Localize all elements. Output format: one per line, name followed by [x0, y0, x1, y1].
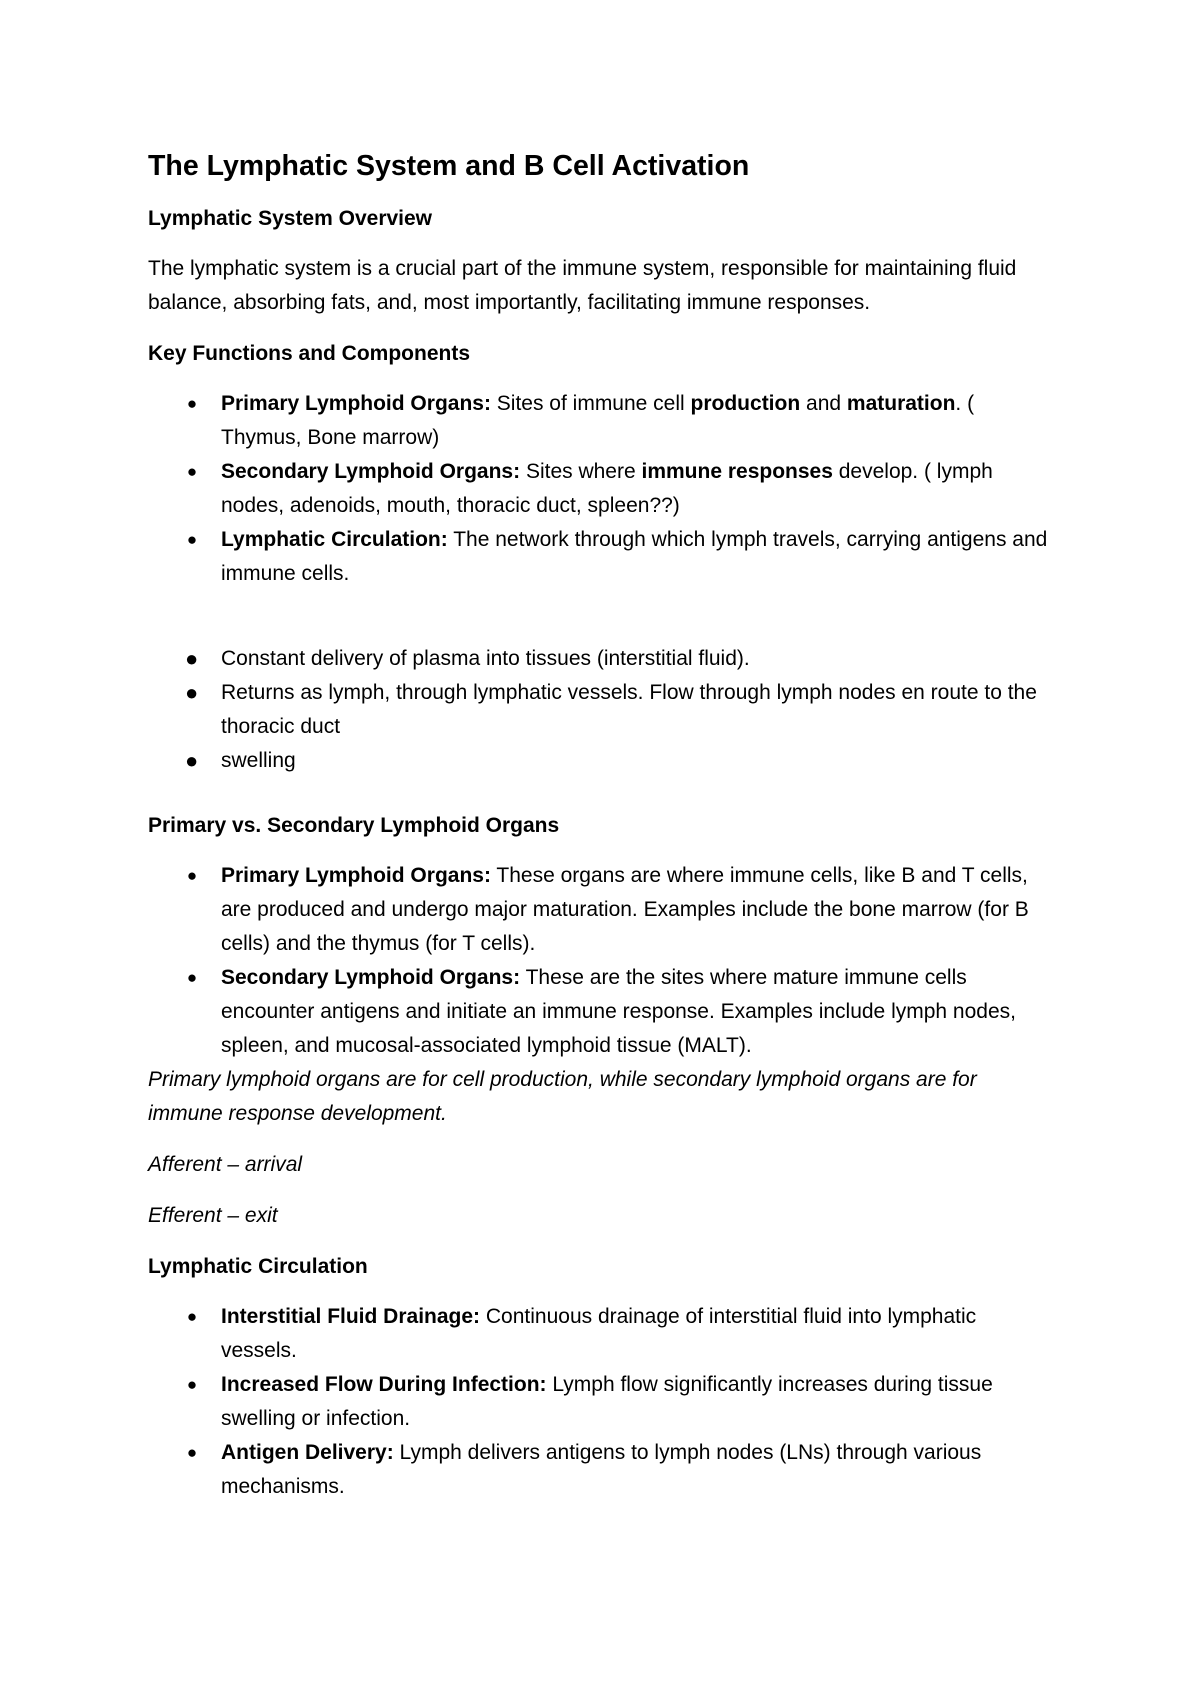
- lymphatic-circulation-list: [148, 1300, 1050, 1504]
- summary-note: Primary lymphoid organs are for cell production, while secondary lymphoid organs are for immune response development.: [148, 1068, 977, 1125]
- item-text: Sites where: [520, 460, 642, 483]
- item-emphasis: maturation: [846, 392, 956, 415]
- item-label: Increased Flow During Infection:: [221, 1373, 547, 1396]
- item-text: Lymph delivers antigens to lymph nodes (LNs) through various mechanisms.: [221, 1441, 982, 1498]
- item-text: swelling: [221, 749, 296, 772]
- item-label: Antigen Delivery:: [221, 1441, 394, 1464]
- afferent-note: Afferent – arrival: [148, 1153, 303, 1176]
- item-text: and: [800, 392, 847, 415]
- key-functions-list: [148, 387, 1050, 591]
- spacer: [148, 608, 1050, 642]
- item-label: Interstitial Fluid Drainage:: [221, 1305, 481, 1328]
- list-item: [148, 1436, 1050, 1504]
- list-item: [148, 455, 1050, 523]
- item-text: develop. ( lymph nodes, adenoids, mouth, thoracic duct, spleen??): [221, 460, 993, 517]
- item-text: Lymph flow significantly increases during tissue swelling or infection.: [221, 1373, 993, 1430]
- overview-heading: Lymphatic System Overview: [148, 207, 433, 230]
- list-item: [148, 642, 1050, 676]
- list-item: [148, 523, 1050, 591]
- bullet-icon: ●: [186, 968, 198, 987]
- list-item: [148, 744, 1050, 778]
- item-text: Returns as lymph, through lymphatic vessels. Flow through lymph nodes en route to the thoracic duct: [221, 681, 1037, 738]
- bullet-icon: ●: [186, 1443, 198, 1462]
- bullet-icon: ●: [186, 462, 198, 481]
- list-item: [148, 1300, 1050, 1368]
- bullet-icon: ●: [186, 1307, 198, 1326]
- item-text: . ( Thymus, Bone marrow): [221, 392, 975, 449]
- bullet-icon: ●: [186, 530, 198, 549]
- key-functions-heading: Key Functions and Components: [148, 342, 471, 365]
- item-label: Primary Lymphoid Organs:: [221, 864, 491, 887]
- list-item: [148, 387, 1050, 455]
- item-emphasis: production: [690, 392, 801, 415]
- circulation-notes-list: [148, 642, 1050, 778]
- bullet-icon: ●: [186, 394, 198, 413]
- bullet-icon: ●: [186, 1375, 198, 1394]
- list-item: [148, 859, 1050, 961]
- item-text: These organs are where immune cells, like B and T cells, are produced and undergo major maturation. Examples include the bone marrow (for B cells) and the thymus (for T cells).: [221, 864, 1029, 955]
- item-label: Secondary Lymphoid Organs:: [221, 460, 521, 483]
- item-label: Secondary Lymphoid Organs:: [221, 966, 521, 989]
- primary-vs-secondary-list: [148, 859, 1050, 1063]
- item-text: Continuous drainage of interstitial fluid into lymphatic vessels.: [221, 1305, 977, 1362]
- efferent-note: Efferent – exit: [148, 1204, 278, 1227]
- bullet-icon: ●: [185, 680, 199, 705]
- lymphatic-circulation-heading: Lymphatic Circulation: [148, 1255, 368, 1278]
- list-item: [148, 1368, 1050, 1436]
- item-text: Sites of immune cell: [490, 392, 691, 415]
- item-text: These are the sites where mature immune cells encounter antigens and initiate an immune response. Examples include lymph nodes, spleen, and mucosal-associated lymphoid tissue (MALT).: [221, 966, 1016, 1057]
- item-label: Lymphatic Circulation:: [221, 528, 448, 551]
- bullet-icon: ●: [185, 646, 199, 671]
- list-item: [148, 676, 1050, 744]
- list-item: [148, 961, 1050, 1063]
- page-title: The Lymphatic System and B Cell Activation: [148, 150, 750, 182]
- item-text: The network through which lymph travels, carrying antigens and immune cells.: [221, 528, 1048, 585]
- primary-vs-secondary-heading: Primary vs. Secondary Lymphoid Organs: [148, 814, 560, 837]
- spacer: [148, 795, 1050, 809]
- item-text: Constant delivery of plasma into tissues (interstitial fluid).: [221, 647, 750, 670]
- bullet-icon: ●: [185, 748, 199, 773]
- bullet-icon: ●: [186, 866, 198, 885]
- item-emphasis: immune responses: [641, 460, 833, 483]
- overview-paragraph: The lymphatic system is a crucial part of the immune system, responsible for maintaining fluid balance, absorbing fats, and, most importantly, facilitating immune responses.: [148, 257, 1017, 314]
- item-label: Primary Lymphoid Organs:: [221, 392, 491, 415]
